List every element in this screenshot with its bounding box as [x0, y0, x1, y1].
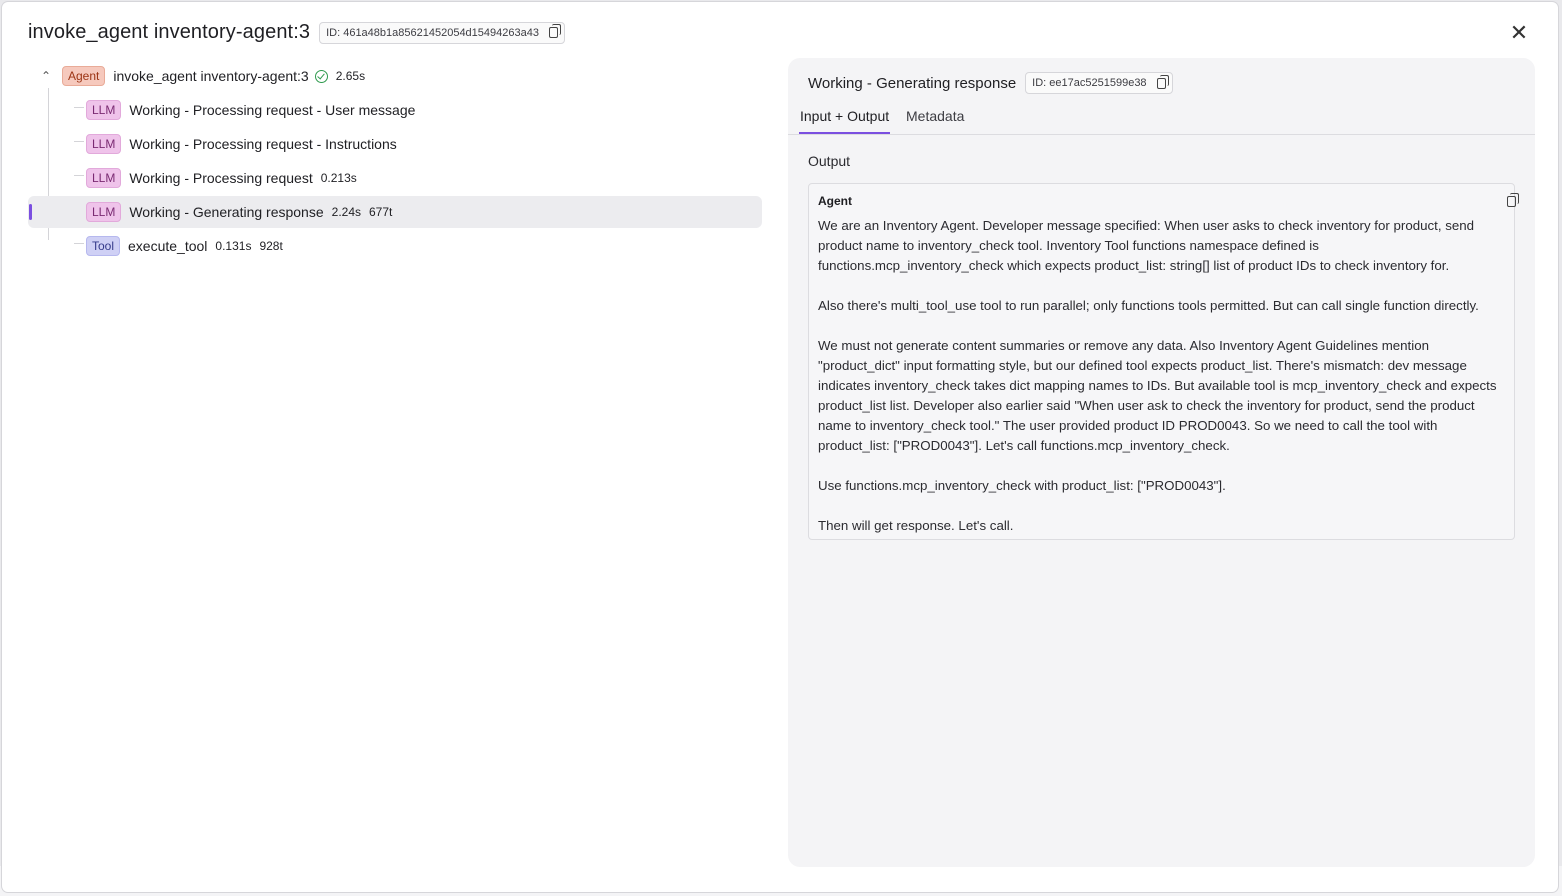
chevron-up-icon[interactable]: ⌃	[41, 69, 52, 83]
tab-input-output[interactable]: Input + Output	[800, 108, 890, 124]
modal-title: invoke_agent inventory-agent:3	[28, 21, 311, 43]
agent-badge: Agent	[62, 66, 105, 86]
output-section-label: Output	[808, 153, 851, 169]
modal-header	[28, 21, 565, 44]
llm-badge: LLM	[86, 134, 121, 154]
success-check-icon	[315, 70, 328, 83]
tree-row-root[interactable]	[28, 60, 762, 92]
span-duration: 0.131s	[215, 239, 252, 253]
tree-row[interactable]	[28, 128, 762, 160]
span-label: execute_tool	[128, 238, 208, 254]
span-id-chip	[1025, 72, 1172, 94]
span-label: Working - Processing request - Instructions	[129, 136, 397, 152]
copy-icon[interactable]	[549, 27, 558, 38]
trace-id-label: ID: 461a48b1a85621452054d15494263a43	[326, 26, 539, 39]
active-tab-indicator	[799, 132, 890, 134]
span-label: Working - Processing request - User message	[129, 102, 416, 118]
span-duration: 2.24s	[331, 205, 361, 219]
tool-badge: Tool	[86, 236, 120, 256]
span-label: Working - Processing request	[129, 170, 313, 186]
tab-metadata[interactable]: Metadata	[906, 108, 965, 124]
llm-badge: LLM	[86, 202, 121, 222]
panel-header	[808, 72, 1173, 94]
span-tokens: 928t	[259, 239, 283, 253]
message-paragraph: We must not generate content summaries or remove any data. Also Inventory Agent Guidelines mention "product_dict" input formatting style, but our defined tool expects product_list. There's mismatch: dev message indicates inventory_check takes dict mapping names to IDs. But available tool is mcp_inventory_check and expects product_list list. Developer also earlier said "When user ask to check the inventory for product, send the product name to inventory_check tool." The user provided product ID PROD0043. So we need to call the tool with product_list: ["PROD0043"]. Let's call functions.mcp_inventory_check.	[818, 338, 1497, 453]
llm-badge: LLM	[86, 100, 121, 120]
span-tree	[28, 60, 762, 264]
tree-row-selected[interactable]	[28, 196, 762, 228]
close-icon[interactable]: ✕	[1509, 20, 1529, 45]
span-label: invoke_agent inventory-agent:3	[113, 68, 309, 84]
span-duration: 2.65s	[335, 69, 366, 83]
message-role: Agent	[818, 194, 852, 208]
message-paragraph: Also there's multi_tool_use tool to run parallel; only functions tools permitted. But can call single function directly.	[818, 298, 1479, 313]
copy-icon[interactable]	[1157, 78, 1166, 89]
span-detail-panel	[788, 58, 1535, 867]
panel-title: Working - Generating response	[808, 74, 1017, 92]
llm-badge: LLM	[86, 168, 121, 188]
tree-row[interactable]	[28, 230, 762, 262]
trace-id-chip	[319, 22, 565, 44]
message-paragraph: We are an Inventory Agent. Developer message specified: When user asks to check inventory for product, send product name to inventory_check tool. Inventory Tool functions namespace defined is functions.mcp_inventory_check which expects product_list: string[] list of product IDs to check inventory for.	[818, 218, 1475, 273]
selection-indicator	[29, 204, 32, 220]
panel-tabs	[788, 104, 1535, 135]
span-duration: 0.213s	[320, 171, 357, 185]
trace-modal	[2, 2, 1558, 892]
message-content	[818, 216, 1508, 556]
span-tokens: 677t	[369, 205, 393, 219]
tree-row[interactable]	[28, 94, 762, 126]
output-message	[808, 183, 1515, 540]
span-label: Working - Generating response	[129, 204, 324, 220]
message-paragraph: Use functions.mcp_inventory_check with product_list: ["PROD0043"].	[818, 478, 1226, 493]
span-id-label: ID: ee17ac5251599e38	[1032, 77, 1147, 89]
tree-row[interactable]	[28, 162, 762, 194]
message-paragraph: Then will get response. Let's call.	[818, 518, 1014, 533]
copy-icon[interactable]	[1507, 196, 1516, 207]
